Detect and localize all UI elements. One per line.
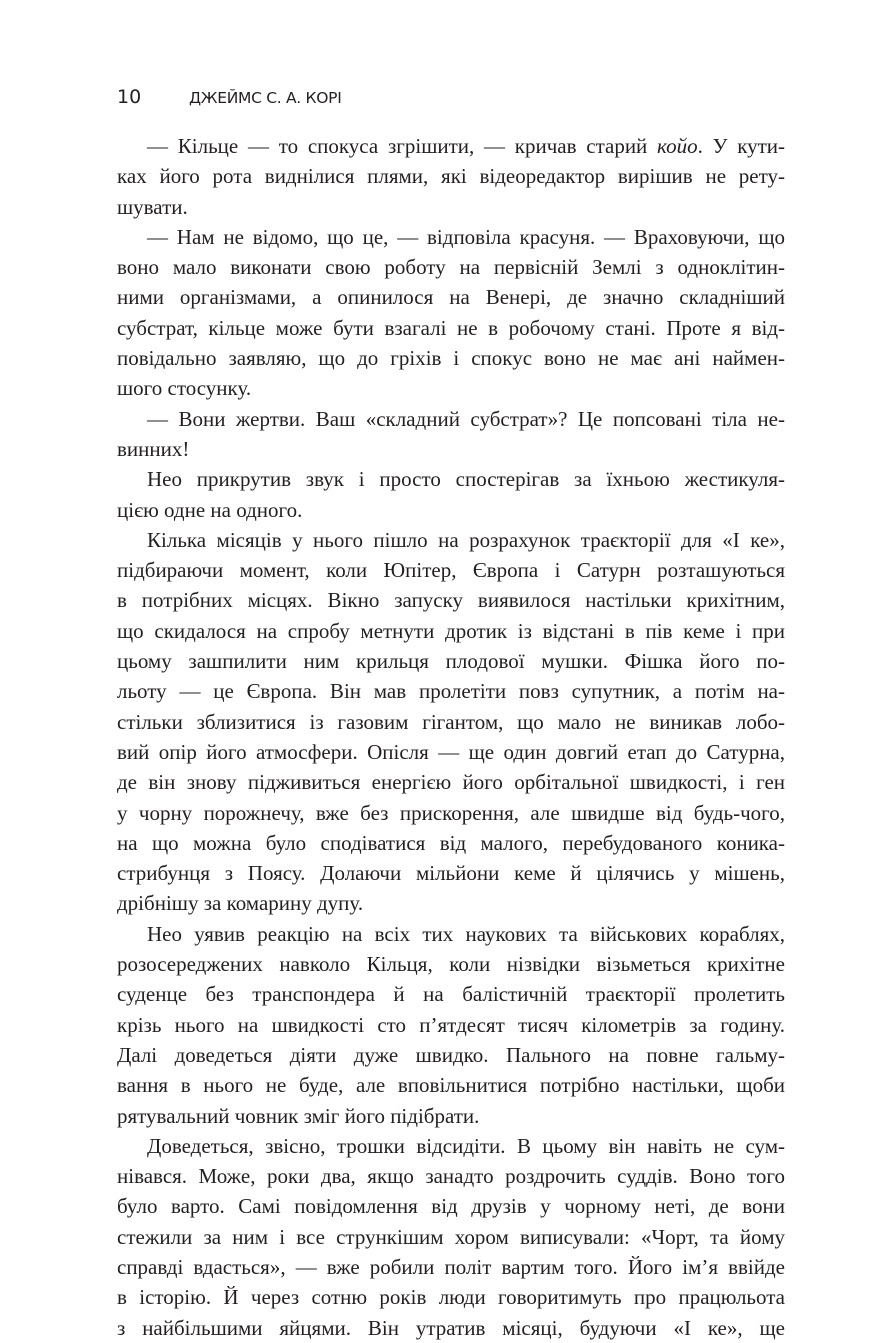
page-number: 10 bbox=[117, 86, 142, 108]
paragraph bbox=[117, 464, 785, 525]
running-title: ДЖЕЙМС С. А. КОРІ bbox=[189, 89, 342, 107]
text-line: що скидалося на спробу метнути дротик із відстані в пів кеме і при bbox=[117, 618, 785, 643]
paragraph bbox=[117, 919, 785, 1131]
text-line: Далі доведеться діяти дуже швидко. Пального на повне гальму- bbox=[117, 1042, 785, 1067]
text-line: у чорну порожнечу, вже без прискорення, але швидше від будь-чого, bbox=[117, 800, 785, 825]
text-line: крізь нього на швидкості сто п’ятдесят тисяч кілометрів за годину. bbox=[117, 1012, 785, 1037]
text-line: цьому зашпилити ним крильця плодової мушки. Фішка його по- bbox=[117, 649, 785, 674]
text-line: цією одне на одного. bbox=[117, 497, 303, 522]
running-header bbox=[117, 86, 341, 116]
text-line: стежили за ним і все стрункішим хором виписували: «Чорт, та йому bbox=[117, 1224, 785, 1249]
paragraph bbox=[117, 525, 785, 919]
text-line: — Кільце — то спокуса згрішити, — кричав старий койо. У кути- bbox=[147, 134, 786, 158]
text-line: винних! bbox=[117, 436, 190, 461]
text-line: на що можна було сподіватися від малого, перебудованого коника- bbox=[117, 830, 785, 855]
paragraph bbox=[117, 404, 785, 465]
text-line: шувати. bbox=[117, 194, 188, 219]
text-line: льоту — це Європа. Він мав пролетіти повз супутник, а потім на- bbox=[117, 679, 785, 704]
text-line: — Вони жертви. Ваш «складний субстрат»? Це попсовані тіла не- bbox=[147, 406, 785, 431]
text-line: з найбільшими яйцями. Він утратив місяці, будуючи «І ке», ще bbox=[117, 1315, 785, 1340]
paragraph bbox=[117, 222, 785, 404]
text-line: Нео прикрутив звук і просто спостерігав за їхньою жестикуля- bbox=[147, 467, 785, 492]
text-line: — Нам не відомо, що це, — відповіла красуня. — Враховуючи, що bbox=[147, 224, 785, 249]
text-line: дрібнішу за комарину дупу. bbox=[117, 891, 364, 916]
text-line: Кілька місяців у нього пішло на розрахунок траєкторії для «І ке», bbox=[147, 527, 785, 552]
text-line: Нео уявив реакцію на всіх тих наукових та військових кораблях, bbox=[147, 921, 785, 946]
text-line: шого стосунку. bbox=[117, 376, 252, 401]
body-text bbox=[117, 131, 785, 1343]
text-line: було варто. Самі повідомлення від друзів у чорному неті, де вони bbox=[117, 1194, 785, 1219]
paragraph bbox=[117, 131, 785, 222]
paragraph bbox=[117, 1131, 785, 1343]
text-line: підбираючи момент, коли Юпітер, Європа і Сатурн розташуються bbox=[117, 558, 785, 583]
text-line: воно мало виконати свою роботу на первісній Землі з одноклітин- bbox=[117, 255, 785, 280]
text-line: рятувальний човник зміг його підібрати. bbox=[117, 1103, 480, 1128]
text-line: розосереджених навколо Кільця, коли нізвідки візьметься крихітне bbox=[117, 952, 785, 977]
text-line: справді вдасться», — вже робили політ вартим того. Його ім’я ввійде bbox=[117, 1254, 785, 1279]
text-line: субстрат, кільце може бути взагалі не в робочому стані. Проте я від- bbox=[117, 315, 785, 340]
text-line: вий опір його атмосфери. Опісля — ще один довгий етап до Сатурна, bbox=[117, 739, 785, 764]
text-line: де він знову підживиться енергією його орбітальної швидкості, і ген bbox=[117, 770, 785, 795]
text-line: Доведеться, звісно, трошки відсидіти. В цьому він навіть не сум- bbox=[147, 1133, 785, 1158]
text-line: в історію. Й через сотню років люди говоритимуть про працюльота bbox=[117, 1285, 785, 1310]
text-line: в потрібних місцях. Вікно запуску виявилося настільки крихітним, bbox=[117, 588, 785, 613]
italic-word: койо bbox=[657, 134, 698, 158]
text-line: ними організмами, а опинилося на Венері, де значно складніший bbox=[117, 285, 785, 310]
text-line: стрибунця з Поясу. Долаючи мільйони кеме й цілячись у мішень, bbox=[117, 861, 785, 886]
text-line: ках його рота виднілися плями, які відеоредактор вирішив не рету- bbox=[117, 164, 785, 189]
text-line: повідально заявляю, що до гріхів і спокус воно не має ані наймен- bbox=[117, 346, 785, 371]
text-line: вання в нього не буде, але вповільнитися потрібно настільки, щоби bbox=[117, 1073, 785, 1098]
text-line: стільки зблизитися із газовим гігантом, що мало не виникав лобо- bbox=[117, 709, 785, 734]
text-line: нівався. Може, роки два, якщо занадто роздрочить суддів. Воно того bbox=[117, 1164, 785, 1189]
text-line: суденце без транспондера й на балістичній траєкторії пролетить bbox=[117, 982, 785, 1007]
